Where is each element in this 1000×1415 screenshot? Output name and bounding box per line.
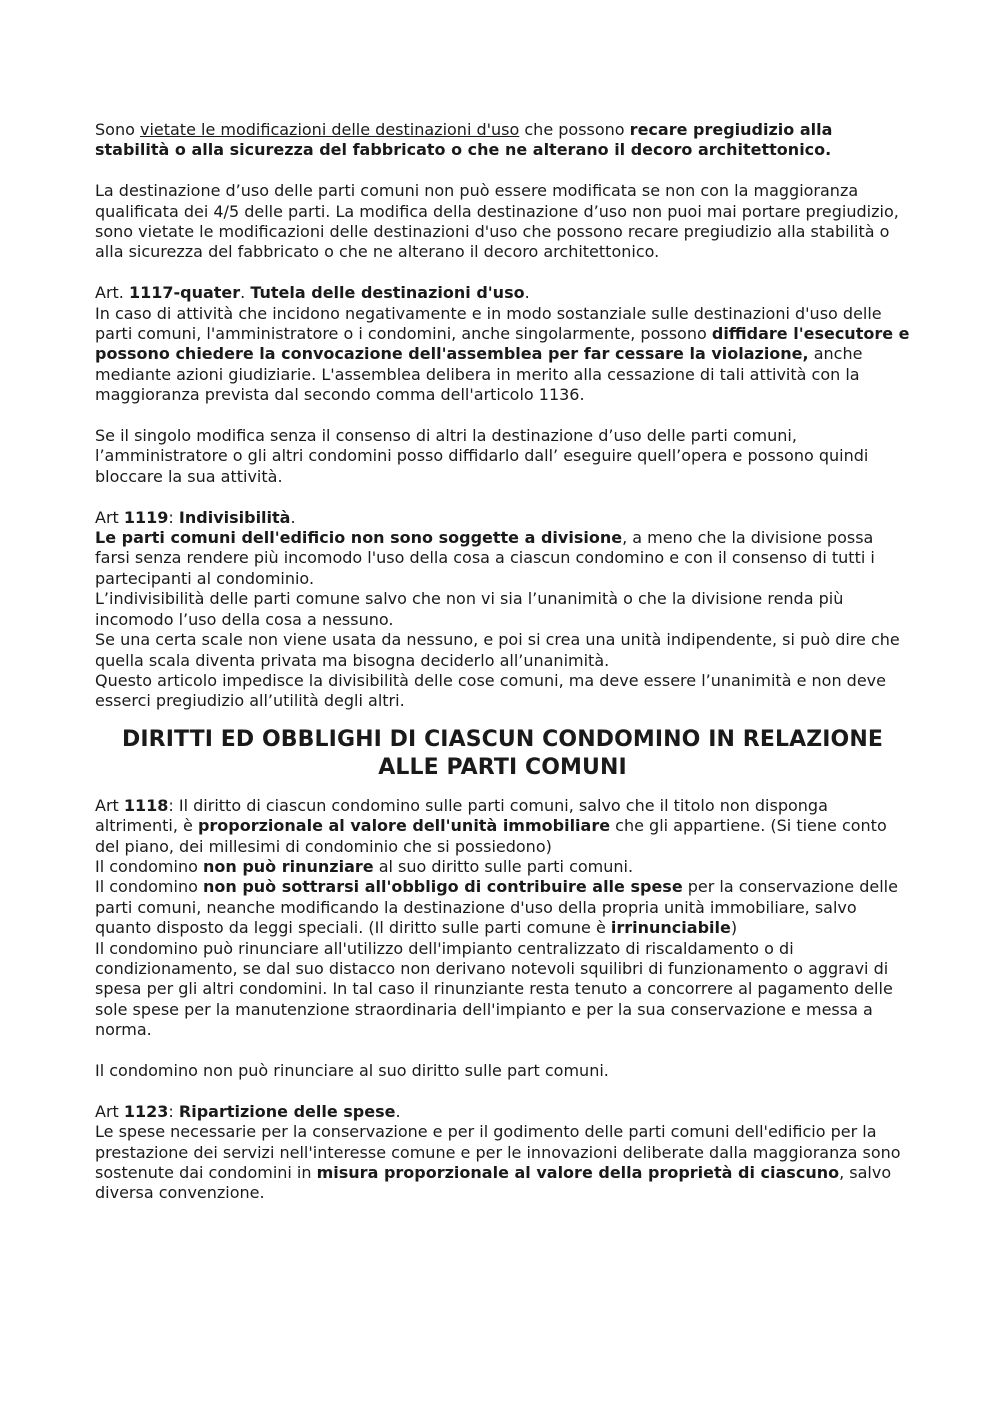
text-run: . <box>524 283 530 303</box>
paragraph-vietate-modificazioni <box>95 120 910 161</box>
paragraph-gap <box>95 263 910 283</box>
bold-text: irrinunciabile <box>610 918 731 938</box>
paragraph-spese-necessarie <box>95 1122 910 1204</box>
text-run: per la conservazione delle parti comuni, neanche modificando la destinazione d'uso della propria unità immobiliare, salvo quanto disposto da leggi speciali. (Il diritto sulle parti comune è <box>95 877 898 938</box>
text-run: . <box>395 1101 401 1121</box>
bold-text: recare pregiudizio alla stabilità o alla sicurezza del fabbricato o che ne alterano il decoro architettonico. <box>95 120 833 160</box>
paragraph-gap <box>95 406 910 426</box>
article-heading-1119 <box>95 508 910 528</box>
text-run: Il condomino <box>95 877 203 897</box>
text-run: Art <box>95 795 124 815</box>
text-run: ) <box>730 918 738 938</box>
document-page <box>95 120 910 1204</box>
paragraph-attivita-incidono <box>95 304 910 406</box>
text-run: Art <box>95 1101 124 1121</box>
paragraph-gap <box>95 161 910 181</box>
paragraph-indivisibilita: L’indivisibilità delle parti comune salvo che non vi sia l’unanimità o che la divisione renda più incomodo l’uso della cosa a nessuno. <box>95 589 844 629</box>
underlined-text: vietate le modificazioni delle destinazioni d'uso <box>139 120 520 139</box>
text-run: , salvo diversa convenzione. <box>95 1163 892 1203</box>
text-run: In caso di attività che incidono negativamente e in modo sostanziale sulle destinazioni d'uso delle parti comuni, l'amministratore o i condomini, anche singolarmente, possono <box>95 303 882 344</box>
text-run: che gli appartiene. (Si tiene conto del piano, dei millesimi di condominio che si possiedono) <box>95 816 887 856</box>
paragraph-gap <box>95 487 910 507</box>
text-run: Le spese necessarie per la conservazione e per il godimento delle parti comuni dell'edificio per la prestazione dei servizi nell'interesse comune e per le innovazioni deliberate dalla maggioranza sono sostenute dai condomini in <box>95 1122 901 1182</box>
bold-text: Le parti comuni dell'edificio non sono soggette a divisione <box>95 528 623 548</box>
article-heading-1123 <box>95 1102 910 1122</box>
text-run: che possono <box>519 120 630 139</box>
article-number: 1119 <box>123 507 169 527</box>
text-run: . <box>290 507 296 527</box>
paragraph-singolo-modifica: Se il singolo modifica senza il consenso di altri la destinazione d’uso delle parti comuni, l’amministratore o gli altri condomini posso diffidarlo dall’ eseguire quell’opera e possono quindi bloccare la sua attività. <box>95 426 869 486</box>
text-run: al suo diritto sulle parti comuni. <box>373 856 634 876</box>
text-run: Art. <box>95 283 129 303</box>
text-run: . <box>240 283 251 303</box>
bold-text: non può rinunziare <box>202 856 374 876</box>
paragraph-non-rinunziare <box>95 857 910 877</box>
paragraph-divisibilita: Questo articolo impedisce la divisibilità delle cose comuni, ma deve essere l’unanimità e non deve esserci pregiudizio all’utilità degli altri. <box>95 670 886 711</box>
article-1118-paragraph <box>95 796 910 857</box>
article-title: Tutela delle destinazioni d'uso <box>250 283 525 303</box>
text-run: : <box>168 1101 179 1121</box>
paragraph-non-rinunciare: Il condomino non può rinunciare al suo diritto sulle part comuni. <box>95 1060 609 1080</box>
article-number: 1118 <box>123 795 169 815</box>
text-run: , a meno che la divisione possa farsi senza rendere più incomodo l'uso della cosa a ciascun condomino e con il consenso di tutti i partecipanti al condominio. <box>95 528 875 588</box>
paragraph-parti-comuni-divisione <box>95 528 910 589</box>
bold-text: diffidare l'esecutore e possono chiedere la convocazione dell'assemblea per far cessare la violazione, <box>95 324 910 364</box>
text-run: : <box>168 507 179 527</box>
article-title: Ripartizione delle spese <box>178 1101 396 1121</box>
bold-text: misura proporzionale al valore della proprietà di ciascuno <box>316 1163 840 1182</box>
text-run: Il condomino <box>95 856 203 876</box>
article-number: 1123 <box>123 1101 169 1121</box>
text-run: anche mediante azioni giudiziarie. L'assemblea delibera in merito alla cessazione di tali attività con la maggioranza prevista dal secondo comma dell'articolo 1136. <box>95 344 863 405</box>
text-run: Sono <box>95 120 140 139</box>
bold-text: proporzionale al valore dell'unità immobiliare <box>197 816 611 836</box>
section-heading: DIRITTI ED OBBLIGHI DI CIASCUN CONDOMINO IN RELAZIONE ALLE PARTI COMUNI <box>122 726 883 780</box>
text-run: : Il diritto di ciascun condomino sulle parti comuni, salvo che il titolo non disponga altrimenti, è <box>95 795 828 836</box>
paragraph-gap <box>95 1041 910 1061</box>
paragraph-non-sottrarsi <box>95 877 910 938</box>
text-run: Art <box>95 507 124 527</box>
paragraph-scala: Se una certa scale non viene usata da nessuno, e poi si crea una unità indipendente, si può dire che quella scala diventa privata ma bisogna deciderlo all’unanimità. <box>95 630 900 670</box>
article-heading-1117-quater <box>95 283 910 303</box>
paragraph-destinazione-uso: La destinazione d’uso delle parti comuni non può essere modificata se non con la maggioranza qualificata dei 4/5 delle parti. La modifica della destinazione d’uso non puoi mai portare pregiudizio, sono vietate le modificazioni delle destinazioni d'uso che possono recare pregiudizio alla stabilità o alla sicurezza del fabbricato o che ne alterano il decoro architettonico. <box>95 181 899 262</box>
paragraph-impianto-centralizzato: Il condomino può rinunciare all'utilizzo dell'impianto centralizzato di riscaldamento o di condizionamento, se dal suo distacco non derivano notevoli squilibri di funzionamento o aggravi di spesa per gli altri condomini. In tal caso il rinunziante resta tenuto a concorrere al pagamento delle sole spese per la manutenzione straordinaria dell'impianto e per la sua conservazione e messa a norma. <box>95 938 893 1040</box>
bold-text: non può sottrarsi all'obbligo di contribuire alle spese <box>202 877 683 897</box>
article-title: Indivisibilità <box>178 507 291 527</box>
paragraph-gap <box>95 1081 910 1101</box>
article-number: 1117-quater <box>128 283 241 303</box>
